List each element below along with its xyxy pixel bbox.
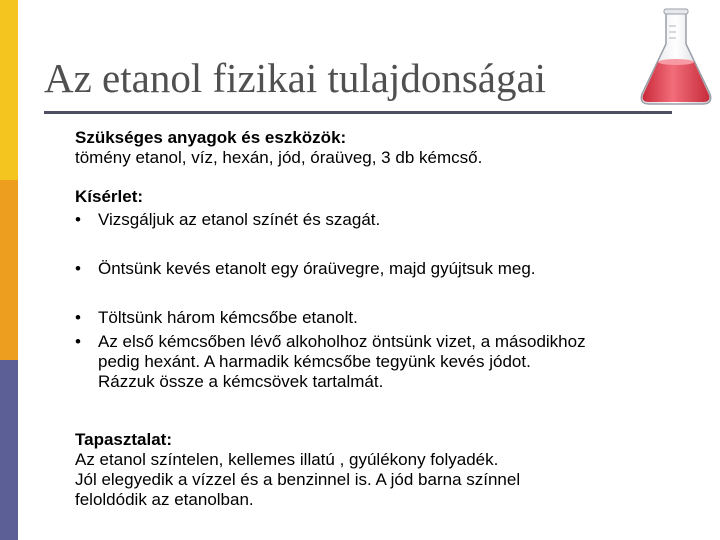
observation-heading: Tapasztalat: [75, 430, 172, 449]
bullet-text: Öntsünk kevés etanolt egy óraüvegre, majd gyújtsuk meg. [98, 259, 536, 278]
bullet-text: Az első kémcsőben lévő alkoholhoz öntsünk vizet, a másodikhoz [98, 332, 586, 351]
observation-line-1: Az etanol színtelen, kellemes illatú , gyúlékony folyadék. [75, 450, 499, 469]
observation-section [75, 430, 520, 510]
experiment-bullet-3 [75, 308, 698, 328]
side-bar-bottom [0, 360, 18, 540]
experiment-bullet-4 [75, 332, 675, 392]
experiment-bullet-4-first-line [75, 332, 675, 352]
experiment-bullet-2 [75, 259, 698, 279]
observation-line-2: Jól elegyedik a vízzel és a benzinnel is. A jód barna színnel [75, 470, 521, 489]
observation-line-3: feloldódik az etanolban. [75, 490, 254, 509]
bullet-text: Vizsgáljuk az etanol színét és szagát. [98, 210, 381, 229]
needs-text: tömény etanol, víz, hexán, jód, óraüveg, 3 db kémcső. [75, 148, 483, 167]
side-bar-middle [0, 180, 18, 360]
bullet-continuation: pedig hexánt. A harmadik kémcsőbe tegyünk kevés jódot. [98, 352, 531, 371]
bullet-symbol: • [75, 259, 81, 278]
experiment-heading: Kísérlet: [75, 187, 144, 206]
side-bar-top [0, 0, 18, 180]
title-underline [44, 111, 672, 114]
needs-heading: Szükséges anyagok és eszközök: [75, 128, 347, 147]
experiment-bullet-1 [75, 210, 698, 230]
bullet-continuation: Rázzuk össze a kémcsövek tartalmát. [98, 372, 384, 391]
bullet-symbol: • [75, 332, 81, 351]
erlenmeyer-flask-icon [636, 6, 716, 110]
bullet-symbol: • [75, 210, 81, 229]
slide-title: Az etanol fizikai tulajdonságai [44, 55, 547, 101]
needs-section [75, 128, 482, 168]
bullet-symbol: • [75, 308, 81, 327]
bullet-text: Töltsünk három kémcsőbe etanolt. [98, 308, 358, 327]
